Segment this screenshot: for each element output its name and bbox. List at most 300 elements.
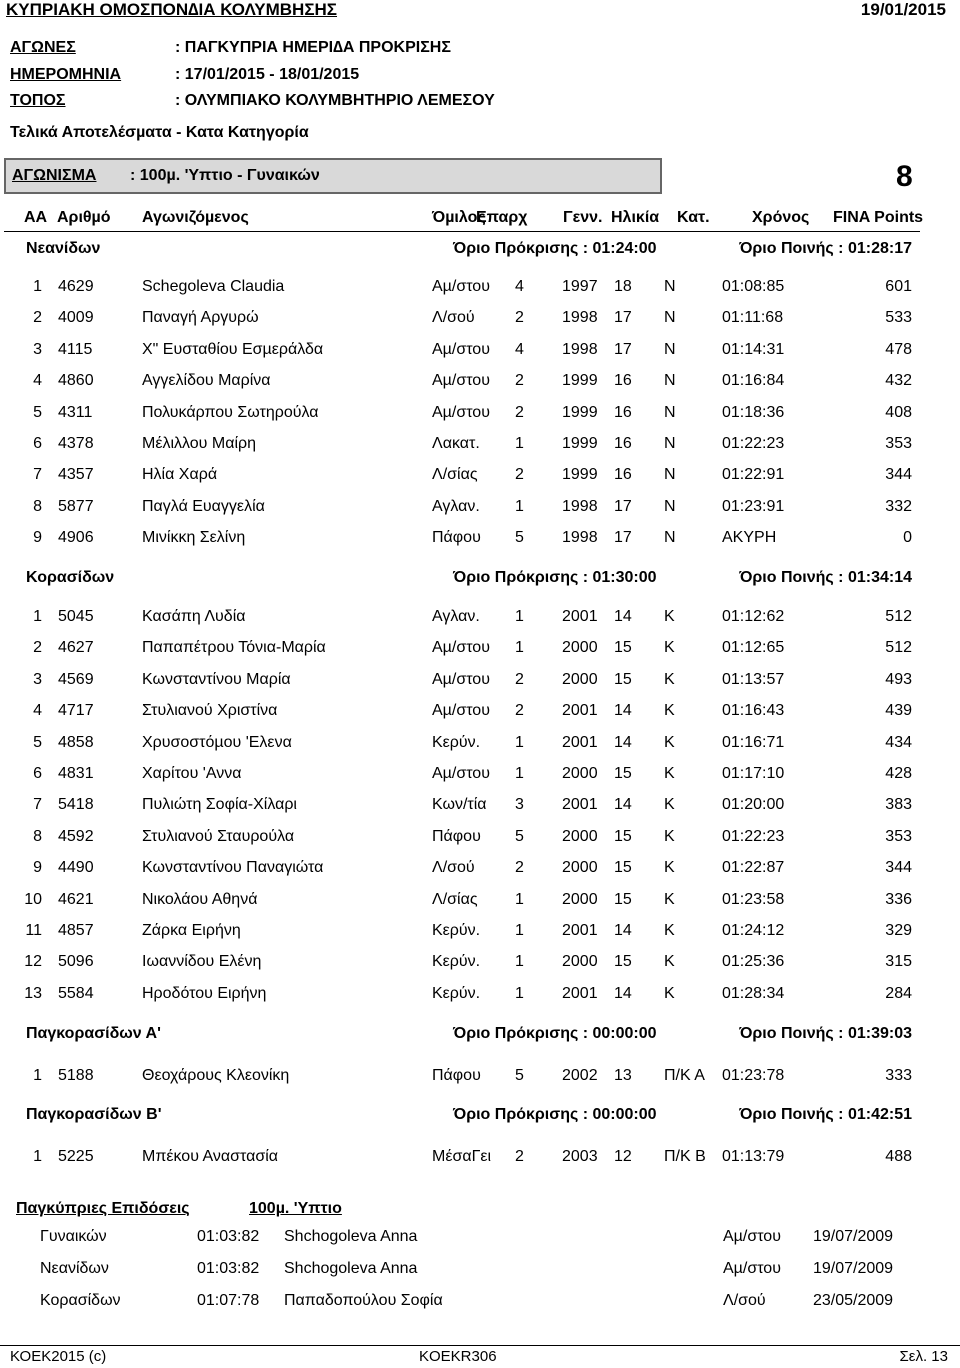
birth-year: 1998 <box>562 498 598 515</box>
event-label: ΑΓΩΝΙΣΜΑ <box>12 167 97 184</box>
club: Κερύν. <box>432 985 481 1002</box>
result-row <box>0 435 960 459</box>
birth-year: 2001 <box>562 702 598 719</box>
dates-label: ΗΜΕΡΟΜΗΝΙΑ <box>10 66 122 83</box>
venue-value: : ΟΛΥΜΠΙΑΚΟ ΚΟΛΥΜΒΗΤΗΡΙΟ ΛΕΜΕΣΟΥ <box>175 92 495 109</box>
time: 01:16:43 <box>722 702 785 719</box>
birth-year: 1998 <box>562 341 598 358</box>
footer-center: KOEKR306 <box>419 1348 497 1365</box>
swimmer-number: 5096 <box>58 953 94 970</box>
swimmer-name: Πυλιώτη Σοφία-Χίλαρι <box>142 796 297 813</box>
time: 01:12:62 <box>722 608 785 625</box>
swimmer-number: 5877 <box>58 498 94 515</box>
meet-label: ΑΓΩΝΕΣ <box>10 39 76 56</box>
swimmer-number: 4311 <box>58 404 93 421</box>
rank: 4 <box>33 372 42 389</box>
record-row <box>0 1228 960 1252</box>
category: Κ <box>664 859 675 876</box>
result-row <box>0 953 960 977</box>
result-row <box>0 404 960 428</box>
time: 01:16:84 <box>722 372 785 389</box>
col-aa: ΑΑ <box>24 209 48 226</box>
result-row <box>0 796 960 820</box>
eparchy: 5 <box>515 828 524 845</box>
eparchy: 1 <box>515 985 524 1002</box>
penalty-limit: Όριο Ποινής : 01:39:03 <box>739 1025 912 1042</box>
fina-points: 333 <box>885 1067 912 1084</box>
dates-value: : 17/01/2015 - 18/01/2015 <box>175 66 360 83</box>
eparchy: 5 <box>515 529 524 546</box>
time: 01:22:23 <box>722 435 785 452</box>
result-row <box>0 859 960 883</box>
result-row <box>0 341 960 365</box>
rank: 7 <box>33 796 42 813</box>
eparchy: 3 <box>515 796 524 813</box>
swimmer-name: Κασάπη Λυδία <box>142 608 246 625</box>
eparchy: 2 <box>515 372 524 389</box>
birth-year: 1999 <box>562 404 598 421</box>
col-time: Χρόνος <box>752 209 810 226</box>
record-date: 19/07/2009 <box>813 1260 894 1277</box>
swimmer-name: Παπαπέτρου Τόνια-Μαρία <box>142 639 326 656</box>
swimmer-name: Ιωαννίδου Ελένη <box>142 953 262 970</box>
club: Αµ/στου <box>432 404 490 421</box>
result-row <box>0 639 960 663</box>
swimmer-number: 5225 <box>58 1148 94 1165</box>
col-club: Όµιλος <box>432 209 486 226</box>
section-title: Νεανίδων <box>26 240 101 257</box>
rank: 2 <box>33 309 42 326</box>
age: 15 <box>614 671 632 688</box>
swimmer-number: 4860 <box>58 372 94 389</box>
birth-year: 1998 <box>562 309 598 326</box>
swimmer-number: 4629 <box>58 278 94 295</box>
club: Αµ/στου <box>432 341 490 358</box>
swimmer-name: Πολυκάρπου Σωτηρούλα <box>142 404 319 421</box>
fina-points: 601 <box>885 278 912 295</box>
time: 01:22:91 <box>722 466 785 483</box>
fina-points: 533 <box>885 309 912 326</box>
age: 15 <box>614 639 632 656</box>
print-date: 19/01/2015 <box>860 0 946 19</box>
category: Κ <box>664 639 675 656</box>
col-eparch: Επαρχ <box>476 209 528 226</box>
fina-points: 344 <box>885 466 912 483</box>
fina-points: 353 <box>885 828 912 845</box>
result-row <box>0 765 960 789</box>
rank: 3 <box>33 341 42 358</box>
time: 01:13:57 <box>722 671 785 688</box>
result-row <box>0 985 960 1009</box>
fina-points: 329 <box>885 922 912 939</box>
eparchy: 2 <box>515 309 524 326</box>
club: Πάφου <box>432 529 481 546</box>
swimmer-number: 4569 <box>58 671 94 688</box>
category: Ν <box>664 529 676 546</box>
age: 18 <box>614 278 632 295</box>
time: 01:11:68 <box>722 309 784 326</box>
rank: 5 <box>33 734 42 751</box>
age: 14 <box>614 734 632 751</box>
result-row <box>0 891 960 915</box>
swimmer-number: 4906 <box>58 529 94 546</box>
birth-year: 2001 <box>562 608 598 625</box>
eparchy: 1 <box>515 922 524 939</box>
club: Αµ/στου <box>432 671 490 688</box>
club: Αµ/στου <box>432 702 490 719</box>
fina-points: 434 <box>885 734 912 751</box>
time: 01:22:87 <box>722 859 785 876</box>
age: 16 <box>614 404 632 421</box>
event-box <box>4 158 662 194</box>
eparchy: 1 <box>515 639 524 656</box>
category: Ν <box>664 278 676 295</box>
swimmer-name: Μέλιλλου Μαίρη <box>142 435 256 452</box>
rank: 7 <box>33 466 42 483</box>
swimmer-number: 4592 <box>58 828 94 845</box>
swimmer-number: 4490 <box>58 859 94 876</box>
time: 01:13:79 <box>722 1148 785 1165</box>
eparchy: 1 <box>515 891 524 908</box>
records-event: 100µ. 'Υπτιο <box>249 1200 342 1217</box>
result-row <box>0 466 960 490</box>
eparchy: 1 <box>515 498 524 515</box>
eparchy: 1 <box>515 435 524 452</box>
record-club: Αµ/στου <box>723 1228 781 1245</box>
qualifying-limit: Όριο Πρόκρισης : 00:00:00 <box>453 1025 657 1042</box>
age: 14 <box>614 922 632 939</box>
swimmer-name: Χρυσοστόµου 'Ελενα <box>142 734 292 751</box>
swimmer-name: Ζάρκα Ειρήνη <box>142 922 241 939</box>
rank: 9 <box>33 529 42 546</box>
swimmer-number: 5584 <box>58 985 94 1002</box>
penalty-limit: Όριο Ποινής : 01:34:14 <box>739 569 912 586</box>
rank: 1 <box>33 1148 42 1165</box>
swimmer-name: Νικολάου Αθηνά <box>142 891 258 908</box>
rank: 13 <box>24 985 42 1002</box>
time: 01:23:58 <box>722 891 785 908</box>
section-title: Κορασίδων <box>26 569 115 586</box>
category: Κ <box>664 985 675 1002</box>
category: Ν <box>664 341 676 358</box>
swimmer-name: Κωνσταντίνου Μαρία <box>142 671 291 688</box>
birth-year: 1999 <box>562 435 598 452</box>
club: Κερύν. <box>432 922 481 939</box>
record-holder: Παπαδοπούλου Σοφία <box>284 1292 443 1309</box>
rank: 3 <box>33 671 42 688</box>
age: 14 <box>614 985 632 1002</box>
result-row <box>0 529 960 553</box>
swimmer-name: Ηλία Χαρά <box>142 466 218 483</box>
qualifying-limit: Όριο Πρόκρισης : 01:30:00 <box>453 569 657 586</box>
record-holder: Shchogoleva Anna <box>284 1228 418 1245</box>
col-swimmer: Αγωνιζόµενος <box>142 209 249 226</box>
result-row <box>0 828 960 852</box>
age: 16 <box>614 372 632 389</box>
swimmer-number: 4857 <box>58 922 94 939</box>
qualifying-limit: Όριο Πρόκρισης : 00:00:00 <box>453 1106 657 1123</box>
fina-points: 439 <box>885 702 912 719</box>
result-row <box>0 671 960 695</box>
time: 01:18:36 <box>722 404 785 421</box>
fina-points: 284 <box>885 985 912 1002</box>
category: Ν <box>664 466 676 483</box>
col-points: FINA Points <box>833 209 924 226</box>
rank: 9 <box>33 859 42 876</box>
swimmer-number: 5188 <box>58 1067 94 1084</box>
age: 17 <box>614 341 632 358</box>
fina-points: 512 <box>885 639 912 656</box>
eparchy: 2 <box>515 859 524 876</box>
swimmer-name: Παναγή Αργυρώ <box>142 309 259 326</box>
rank: 11 <box>25 922 42 939</box>
club: ΜέσαΓει <box>432 1148 492 1165</box>
rank: 6 <box>33 765 42 782</box>
fina-points: 383 <box>885 796 912 813</box>
result-row <box>0 372 960 396</box>
rank: 4 <box>33 702 42 719</box>
result-row <box>0 1067 960 1091</box>
time: 01:22:23 <box>722 828 785 845</box>
qualifying-limit: Όριο Πρόκρισης : 01:24:00 <box>453 240 657 257</box>
age: 15 <box>614 859 632 876</box>
fina-points: 315 <box>885 953 912 970</box>
federation-title: ΚΥΠΡΙΑΚΗ ΟΜΟΣΠΟΝ∆ΙΑ ΚΟΛΥΜΒΗΣΗΣ <box>6 0 338 19</box>
col-number: Αριθµό <box>57 209 111 226</box>
record-club: Αµ/στου <box>723 1260 781 1277</box>
swimmer-name: Στυλιανού Σταυρούλα <box>142 828 295 845</box>
age: 17 <box>614 529 632 546</box>
birth-year: 2000 <box>562 765 598 782</box>
time: 01:28:34 <box>722 985 785 1002</box>
time: 01:14:31 <box>722 341 785 358</box>
event-value: : 100µ. 'Υπτιο - Γυναικών <box>130 167 320 184</box>
birth-year: 1998 <box>562 529 598 546</box>
birth-year: 1999 <box>562 466 598 483</box>
swimmer-name: Θεοχάρους Κλεονίκη <box>142 1067 290 1084</box>
fina-points: 408 <box>885 404 912 421</box>
birth-year: 2000 <box>562 891 598 908</box>
footer-left: ΚΟΕΚ2015 (c) <box>10 1348 107 1365</box>
swimmer-number: 4357 <box>58 466 94 483</box>
birth-year: 1999 <box>562 372 598 389</box>
fina-points: 353 <box>885 435 912 452</box>
eparchy: 1 <box>515 734 524 751</box>
footer-rule <box>0 1345 960 1346</box>
category: Κ <box>664 953 675 970</box>
eparchy: 4 <box>515 278 524 295</box>
result-row <box>0 922 960 946</box>
fina-points: 478 <box>885 341 912 358</box>
age: 15 <box>614 765 632 782</box>
club: Λ/σίας <box>432 891 478 908</box>
club: Αγλαν. <box>432 498 480 515</box>
club: Κερύν. <box>432 734 481 751</box>
club: Κερύν. <box>432 953 481 970</box>
category: Π/Κ Α <box>664 1067 705 1084</box>
fina-points: 344 <box>885 859 912 876</box>
record-date: 23/05/2009 <box>813 1292 894 1309</box>
age: 15 <box>614 828 632 845</box>
birth-year: 2003 <box>562 1148 598 1165</box>
club: Αµ/στου <box>432 765 490 782</box>
record-row <box>0 1260 960 1284</box>
club: Λ/σίας <box>432 466 478 483</box>
swimmer-number: 5418 <box>58 796 94 813</box>
record-club: Λ/σού <box>723 1292 766 1309</box>
time: 01:20:00 <box>722 796 785 813</box>
time: ΑΚΥΡΗ <box>722 529 777 546</box>
category: Κ <box>664 734 675 751</box>
section-title: Παγκορασίδων Β' <box>26 1106 162 1123</box>
record-time: 01:03:82 <box>197 1228 260 1245</box>
footer-page: Σελ. 13 <box>899 1348 948 1365</box>
age: 13 <box>614 1067 632 1084</box>
swimmer-name: Schegoleva Claudia <box>142 278 285 295</box>
swimmer-name: Παγλά Ευαγγελία <box>142 498 265 515</box>
rank: 2 <box>33 639 42 656</box>
time: 01:08:85 <box>722 278 785 295</box>
rank: 8 <box>33 828 42 845</box>
birth-year: 2002 <box>562 1067 598 1084</box>
category: Ν <box>664 435 676 452</box>
age: 16 <box>614 466 632 483</box>
birth-year: 1997 <box>562 278 598 295</box>
time: 01:24:12 <box>722 922 785 939</box>
category: Κ <box>664 671 675 688</box>
eparchy: 2 <box>515 1148 524 1165</box>
rank: 12 <box>24 953 42 970</box>
fina-points: 432 <box>885 372 912 389</box>
record-date: 19/07/2009 <box>813 1228 894 1245</box>
club: Κων/τία <box>432 796 487 813</box>
club: Λ/σού <box>432 859 475 876</box>
result-row <box>0 498 960 522</box>
rank: 10 <box>24 891 42 908</box>
rank: 6 <box>33 435 42 452</box>
birth-year: 2001 <box>562 922 598 939</box>
record-category: Κορασίδων <box>40 1292 121 1309</box>
category: Ν <box>664 309 676 326</box>
swimmer-name: Χαρίτου 'Αννα <box>142 765 242 782</box>
category: Κ <box>664 765 675 782</box>
rank: 8 <box>33 498 42 515</box>
age: 17 <box>614 498 632 515</box>
category: Ν <box>664 498 676 515</box>
rank: 1 <box>33 608 42 625</box>
swimmer-number: 4858 <box>58 734 94 751</box>
swimmer-name: Αγγελίδου Μαρίνα <box>142 372 271 389</box>
record-category: Νεανίδων <box>40 1260 109 1277</box>
rank: 1 <box>33 278 42 295</box>
fina-points: 488 <box>885 1148 912 1165</box>
time: 01:16:71 <box>722 734 785 751</box>
age: 15 <box>614 953 632 970</box>
record-time: 01:03:82 <box>197 1260 260 1277</box>
time: 01:25:36 <box>722 953 785 970</box>
category: Ν <box>664 404 676 421</box>
fina-points: 336 <box>885 891 912 908</box>
birth-year: 2001 <box>562 985 598 1002</box>
time: 01:23:91 <box>722 498 785 515</box>
swimmer-name: Στυλιανού Χριστίνα <box>142 702 278 719</box>
swimmer-number: 4621 <box>58 891 94 908</box>
age: 16 <box>614 435 632 452</box>
result-row <box>0 278 960 302</box>
birth-year: 2000 <box>562 671 598 688</box>
swimmer-number: 4378 <box>58 435 94 452</box>
category: Κ <box>664 702 675 719</box>
club: Λ/σού <box>432 309 475 326</box>
fina-points: 0 <box>903 529 912 546</box>
eparchy: 2 <box>515 404 524 421</box>
age: 12 <box>614 1148 632 1165</box>
swimmer-number: 5045 <box>58 608 94 625</box>
age: 14 <box>614 796 632 813</box>
category: Κ <box>664 796 675 813</box>
swimmer-number: 4717 <box>58 702 94 719</box>
eparchy: 1 <box>515 608 524 625</box>
category: Κ <box>664 922 675 939</box>
birth-year: 2001 <box>562 734 598 751</box>
result-row <box>0 734 960 758</box>
category: Κ <box>664 891 675 908</box>
venue-label: ΤΟΠΟΣ <box>10 92 66 109</box>
category: Κ <box>664 608 675 625</box>
fina-points: 428 <box>885 765 912 782</box>
birth-year: 2000 <box>562 859 598 876</box>
birth-year: 2000 <box>562 828 598 845</box>
col-cat: Κατ. <box>677 209 710 226</box>
fina-points: 332 <box>885 498 912 515</box>
section-title: Παγκορασίδων Α' <box>26 1025 161 1042</box>
result-row <box>0 608 960 632</box>
eparchy: 5 <box>515 1067 524 1084</box>
eparchy: 1 <box>515 953 524 970</box>
swimmer-name: Μινίκκη Σελίνη <box>142 529 246 546</box>
col-born: Γενν. <box>563 209 603 226</box>
time: 01:12:65 <box>722 639 785 656</box>
club: Αγλαν. <box>432 608 480 625</box>
fina-points: 512 <box>885 608 912 625</box>
age: 14 <box>614 608 632 625</box>
time: 01:23:78 <box>722 1067 785 1084</box>
fina-points: 493 <box>885 671 912 688</box>
penalty-limit: Όριο Ποινής : 01:28:17 <box>739 240 912 257</box>
club: Αµ/στου <box>432 372 490 389</box>
eparchy: 1 <box>515 765 524 782</box>
swimmer-name: Ηροδότου Ειρήνη <box>142 985 267 1002</box>
swimmer-number: 4831 <box>58 765 94 782</box>
category: Ν <box>664 372 676 389</box>
age: 14 <box>614 702 632 719</box>
club: Αµ/στου <box>432 639 490 656</box>
eparchy: 2 <box>515 671 524 688</box>
time: 01:17:10 <box>722 765 785 782</box>
swimmer-number: 4627 <box>58 639 94 656</box>
result-row <box>0 309 960 333</box>
swimmer-name: Χ" Ευσταθίου Εσµεράλδα <box>142 341 324 358</box>
results-subtitle: Τελικά Αποτελέσµατα - Κατα Κατηγορία <box>10 124 309 141</box>
meet-value: : ΠΑΓΚΥΠΡΙΑ ΗΜΕΡΙ∆Α ΠΡΟΚΡΙΣΗΣ <box>175 39 451 56</box>
record-row <box>0 1292 960 1316</box>
rank: 1 <box>33 1067 42 1084</box>
club: Αµ/στου <box>432 278 490 295</box>
record-time: 01:07:78 <box>197 1292 260 1309</box>
result-row <box>0 702 960 726</box>
header-rule <box>4 231 920 232</box>
birth-year: 2000 <box>562 953 598 970</box>
